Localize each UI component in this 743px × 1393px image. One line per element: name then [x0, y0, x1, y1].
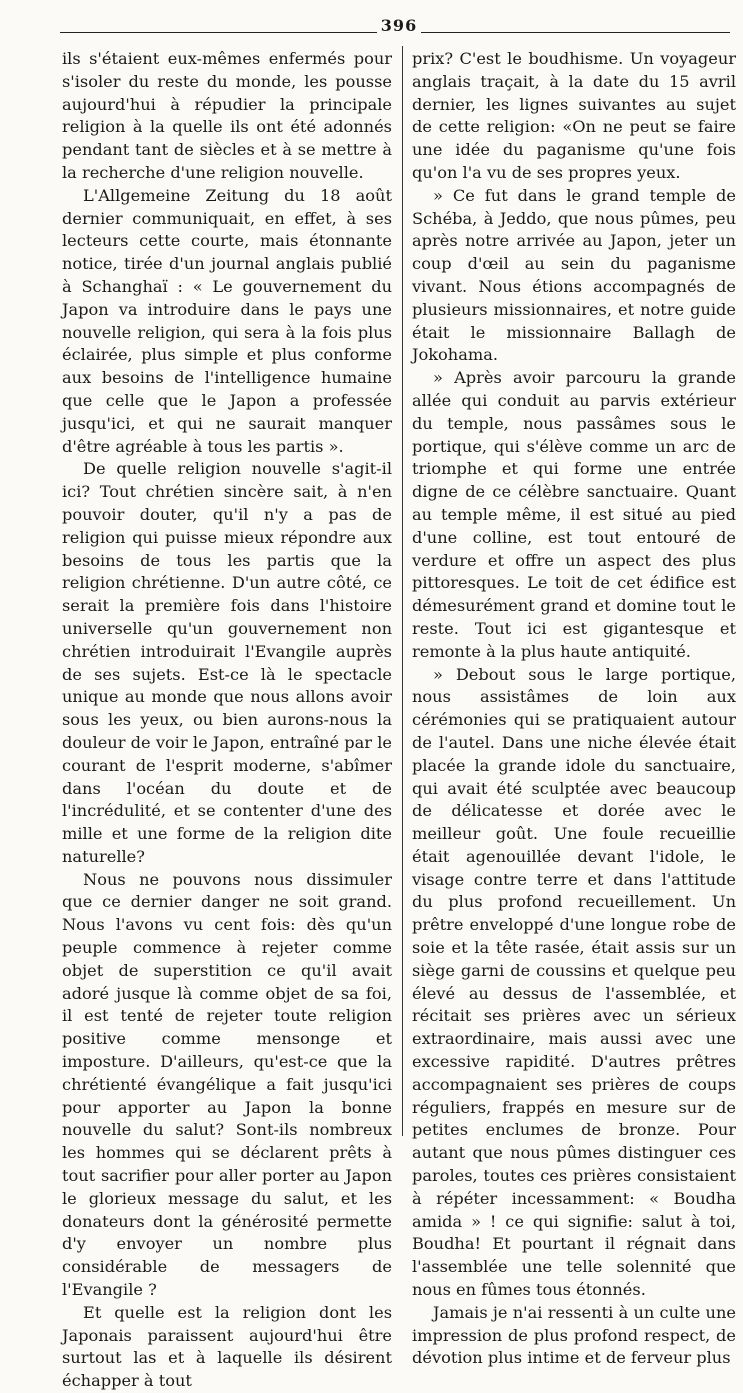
- paragraph: Nous ne pouvons nous dissimuler que ce dernier danger ne soit grand. Nous l'avons vu cent fois: dès qu'un peuple commence à rejeter comme objet de superstition ce qu'il avait adoré jusque là comme objet de sa foi, il est tenté de rejeter toute religion positive comme mensonge et imposture. D'ailleurs, qu'est-ce que la chrétienté évangélique a fait jusqu'ici pour apporter au Japon la bonne nouvelle du salut? Sont-ils nombreux les hommes qui se déclarent prêts à tout sacrifier pour aller porter au Japon le glorieux message du salut, et les donateurs dont la générosité permette d'y envoyer un nombre plus considérable de messagers de l'Evangile ?: [62, 869, 392, 1300]
- left-column: [62, 48, 392, 1393]
- right-column: [412, 48, 736, 1370]
- paragraph: » Ce fut dans le grand temple de Schéba, à Jeddo, que nous pûmes, peu après notre arrivée au Japon, jeter un coup d'œil au sein du paganisme vivant. Nous étions accompagnés de plusieurs missionnaires, et notre guide était le missionnaire Ballagh de Jokohama.: [412, 185, 736, 365]
- column-divider: [402, 46, 403, 1136]
- paragraph: Et quelle est la religion dont les Japonais paraissent aujourd'hui être surtout las et à laquelle ils désirent échapper à tout: [62, 1302, 392, 1391]
- paragraph: Jamais je n'ai ressenti à un culte une impression de plus profond respect, de dévotion plus intime et de ferveur plus: [412, 1302, 736, 1368]
- paragraph: ils s'étaient eux-mêmes enfermés pour s'isoler du reste du monde, les pousse aujourd'hui à répudier la principale religion à la quelle ils ont été adonnés pendant tant de siècles et à se mettre à la recherche d'une religion nouvelle.: [62, 49, 392, 182]
- page-number: 396: [377, 16, 421, 35]
- paragraph: De quelle religion nouvelle s'agit-il ici? Tout chrétien sincère sait, à n'en pouvoir douter, qu'il n'y a pas de religion qui puisse mieux répondre aux besoins de tous les partis que la religion chrétienne. D'un autre côté, ce serait la première fois dans l'histoire universelle qu'un gouvernement non chrétien introduirait l'Evangile auprès de ses sujets. Est-ce là le spectacle unique au monde que nous allons avoir sous les yeux, ou bien aurons-nous la douleur de voir le Japon, entraîné par le courant de l'esprit moderne, s'abîmer dans l'océan du doute et de l'incrédulité, et se contenter d'une des mille et une forme de la religion dite naturelle?: [62, 459, 392, 866]
- paragraph: prix? C'est le boudhisme. Un voyageur anglais traçait, à la date du 15 avril dernier, les lignes suivantes au sujet de cette religion: «On ne peut se faire une idée du paganisme qu'une fois qu'on l'a vu de ses propres yeux.: [412, 49, 736, 182]
- page-header: [60, 8, 730, 48]
- paragraph: » Après avoir parcouru la grande allée qui conduit au parvis extérieur du temple, nous passâmes sous le portique, qui s'élève comme un arc de triomphe et qui forme une entrée digne de ce célèbre sanctuaire. Quant au temple même, il est situé au pied d'une colline, est tout entouré de verdure et offre un aspect des plus pittoresques. Le toit de cet édifice est démesurément grand et domine tout le reste. Tout ici est gigantesque et remonte à la plus haute antiquité.: [412, 368, 736, 661]
- paragraph: » Debout sous le large portique, nous assistâmes de loin aux cérémonies qui se pratiquaient autour de l'autel. Dans une niche élevée était placée la grande idole du sanctuaire, qui avait été sculptée avec beaucoup de délicatesse et dorée avec le meilleur goût. Une foule recueillie était agenouillée devant l'idole, le visage contre terre et dans l'attitude du plus profond recueillement. Un prêtre enveloppé d'une longue robe de soie et la tête rasée, était assis sur un siège garni de coussins et quelque peu élevé au dessus de l'assemblée, et récitait ses prières avec un sérieux extraordinaire, mais aussi avec une excessive rapidité. D'autres prêtres accompagnaient ses prières de coups réguliers, frappés en mesure sur de petites enclumes de bronze. Pour autant que nous pûmes distinguer ces paroles, toutes ces prières consistaient à répéter incessamment: « Boudha amida » ! ce qui signifie: salut à toi, Boudha! Et pourtant il régnait dans l'assemblée une telle solennité que nous en fûmes tous étonnés.: [412, 664, 736, 1300]
- paragraph: L'Allgemeine Zeitung du 18 août dernier communiquait, en effet, à ses lecteurs cette courte, mais étonnante notice, tirée d'un journal anglais publié à Schanghaï : « Le gouvernement du Japon va introduire dans le pays une nouvelle religion, qui sera à la fois plus éclairée, plus simple et plus conforme aux besoins de l'intelligence humaine que celle que le Japon a professée jusqu'ici, et qui ne saurait manquer d'être agréable à tous les partis ».: [62, 185, 392, 456]
